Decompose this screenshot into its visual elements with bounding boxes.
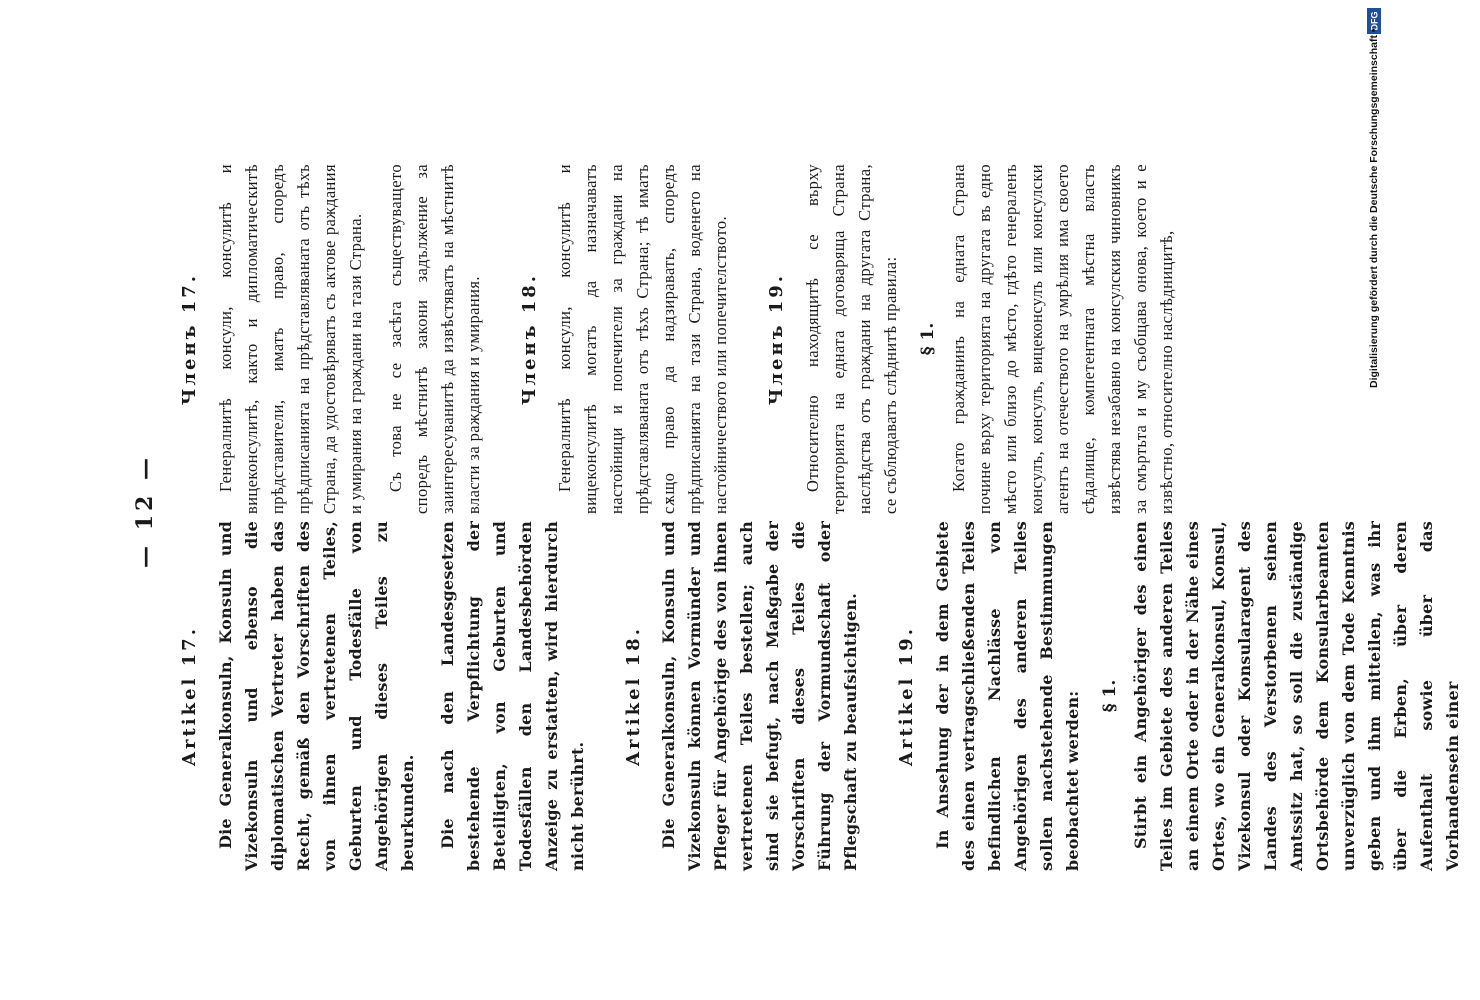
article-18-heading-bg: Членъ 18. (518, 272, 540, 406)
article-17-heading-de: Artikel 17. (179, 626, 200, 766)
article-19-heading-bg: Членъ 19. (766, 272, 788, 406)
section-1-heading-bg: § 1. (917, 322, 938, 356)
article-18-paragraph-1-de: Die Generalkonsuln, Konsuln und Vizekonsuln können Vormünder und Pfleger für Angehörige des von ihnen vertretenen Teiles bestellen; auch sind sie befugt, nach Maßgabe der Vorschriften dieses Teiles die Führung der Vormundschaft oder Pflegschaft zu beaufsichtigen. (659, 521, 861, 871)
article-17-paragraph-1-de: Die Generalkonsuln, Konsuln und Vizekonsuln und ebenso die diplomatischen Vertreter haben das Recht, gemäß den Vorschriften des von ihnen vertretenen Teiles, Geburten und Todesfälle von Angehörigen dieses Teiles zu beurkunden. (215, 521, 417, 871)
german-column (179, 521, 1480, 871)
article-19-paragraph-1-de: In Ansehung der in dem Gebiete des einen vertragschließenden Teiles befindlichen Nachlässe von Angehörigen des anderen Teiles sollen nachstehende Bestimmungen beobachtet werden: (932, 521, 1082, 871)
article-19-paragraph-1-bg: Относително находящитѣ се върху територията на едната договаряща Страна наслѣдства отъ граждани на другата Страна, се съблюдаватъ слѣднитѣ правила: (802, 164, 900, 514)
article-18-paragraph-1-bg: Генералнитѣ консули, консулитѣ и вицеконсулитѣ могатъ да назначаватъ настойници и попечители за граждани на прѣдставляваната отъ тѣхъ Страна; тѣ иматъ сѫщо право да надзиравать, споредъ прѣдписанията на тази Страна, воденето на настойничеството или попечителството. (555, 164, 731, 514)
article-17-paragraph-1-bg: Генералнитѣ консули, консулитѣ и вицеконсулитѣ, както и дипломатическитѣ прѣдставители, иматъ право, споредъ прѣдписанията на прѣдставляваната отъ тѣхъ Страна, да удостовѣряватъ съ актове раждания и умирания на граждани на тази Страна. (215, 164, 365, 514)
article-17-heading-bg: Членъ 17. (179, 272, 200, 406)
article-18-heading-de: Artikel 18. (622, 626, 644, 766)
article-19-heading-de: Artikel 19. (896, 626, 918, 766)
section-1-paragraph-de: Stirbt ein Angehöriger des einen Teiles im Gebiete des anderen Teiles an einem Orte oder in der Nähe eines Ortes, wo ein Generalkonsul, Konsul, Vizekonsul oder Konsularagent des Landes des Verstorbenen seinen Amtssitz hat, so soll die zuständige Ortsbehörde dem Konsularbeamten unverzüglich von dem Tode Kenntnis geben und ihm mitteilen, was ihr über die Erben, über deren Aufenthalt sowie über das Vorhandensein einer (1130, 521, 1462, 871)
section-1-heading-de: § 1. (1099, 679, 1120, 713)
digitization-credit: Digitalisierung gefördert durch die Deutsche Forschungsgemeinschaft • (1368, 28, 1380, 388)
section-1-paragraph-bg: Когато гражданинъ на едната Страна почине върху територията на другата въ едно мѣсто или близо до мѣсто, гдѣто генераленъ консулъ, консулъ, вицеконсулъ или консулски агентъ на отечеството на умрѣлия има своето сѣдалище, компетентната мѣстна власть извѣстява незабавно на консулския чиновникъ за смъртьта и му съобщава онова, което и е извѣстно, относително наслѣдницитѣ, (948, 164, 1176, 514)
article-17-paragraph-2-bg: Съ това не се засѣга съществуващето споредъ мѣстнитѣ закони задължение за заинтересуванитѣ да извѣстяватъ на мѣстнитѣ власти за раждания и умирания. (385, 164, 483, 514)
article-17-paragraph-2-de: Die nach den Landesgesetzen bestehende Verpflichtung der Beteiligten, von Geburten und Todesfällen den Landesbehörden Anzeige zu erstatten, wird hierdurch nicht berührt. (437, 521, 587, 871)
page-number: — 12 — (132, 454, 158, 568)
dfg-logo: DFG (1367, 8, 1381, 34)
bulgarian-column (179, 164, 1194, 514)
